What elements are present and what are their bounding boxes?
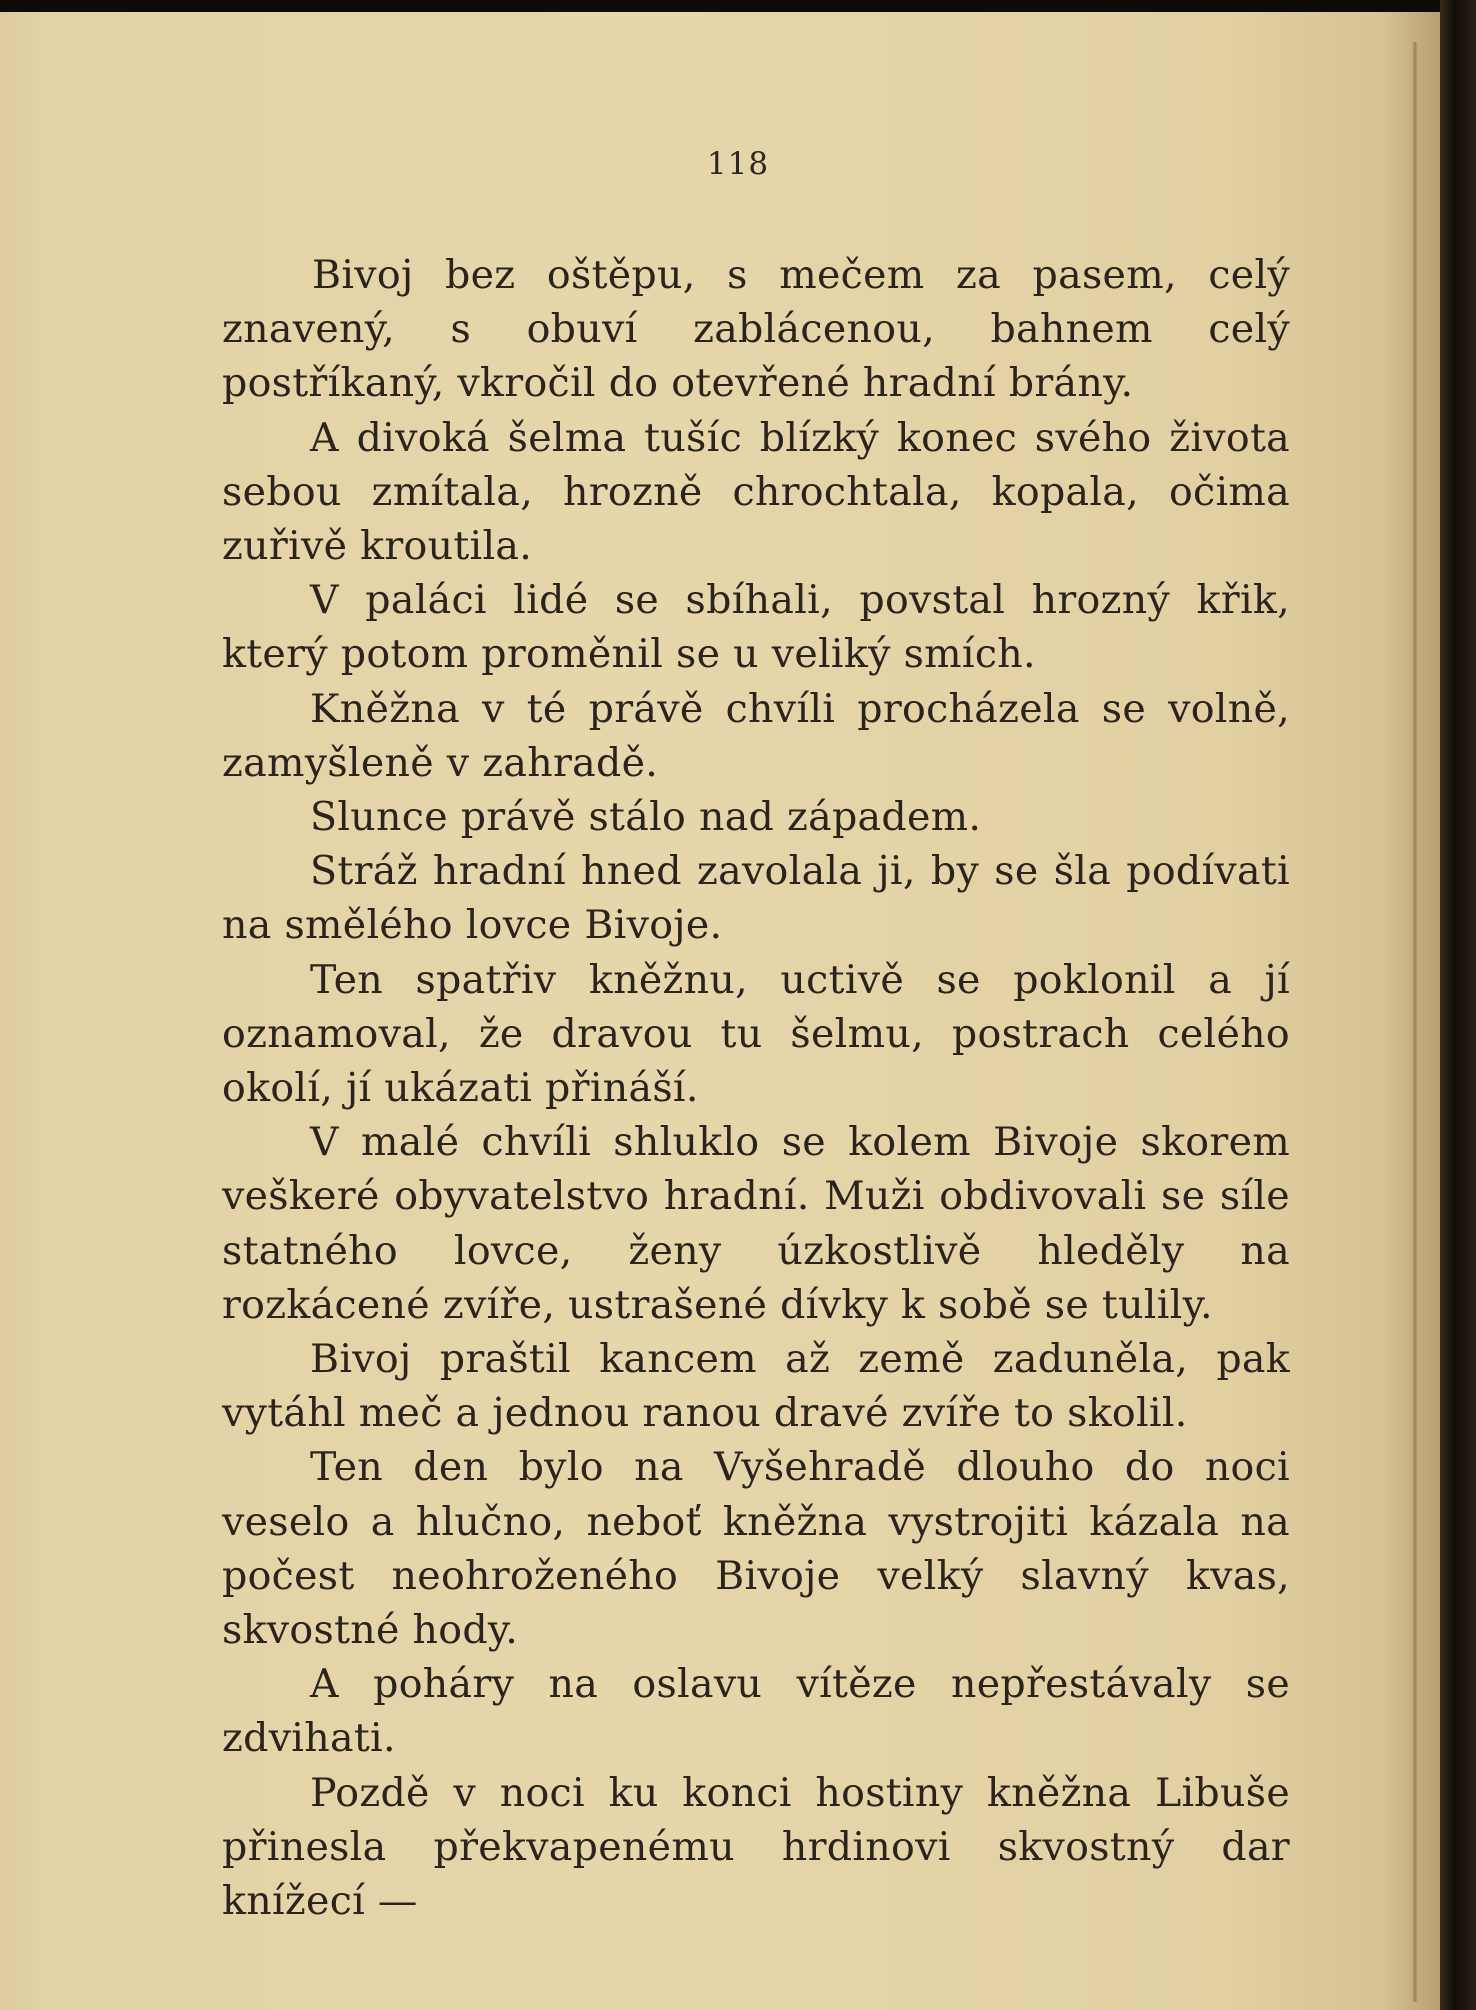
- paragraph: Ten den bylo na Vyšehradě dlouho do noci veselo a hlučno, neboť kněžna vystrojiti kázala na počest neohroženého Bivoje velký slavný kvas, skvostné hody.: [222, 1444, 1290, 1654]
- paragraph: A divoká šelma tušíc blízký konec svého života sebou zmítala, hrozně chrochtala, kopala, očima zuřivě kroutila.: [222, 414, 1290, 570]
- paragraph: V malé chvíli shluklo se kolem Bivoje skorem veškeré obyvatelstvo hradní. Muži obdivovali se síle statného lovce, ženy úzkostlivě hleděly na rozkácené zvíře, ustrašené dívky k sobě se tulily.: [222, 1119, 1290, 1328]
- page-gutter-shadow: [1412, 42, 1418, 2002]
- paragraph: Stráž hradní hned zavolala ji, by se šla podívati na smělého lovce Bivoje.: [222, 848, 1290, 949]
- paragraph: Bivoj praštil kancem až země zaduněla, pak vytáhl meč a jednou ranou dravé zvíře to skolil.: [222, 1336, 1290, 1437]
- paragraph: A poháry na oslavu vítěze nepřestávaly se zdvihati.: [222, 1661, 1290, 1762]
- book-spine-edge: [1440, 0, 1476, 2010]
- paragraph: Kněžna v té právě chvíli procházela se volně, zamyšleně v zahradě.: [222, 685, 1290, 786]
- paragraph: V paláci lidé se sbíhali, povstal hrozný křik, který potom proměnil se u veliký smích.: [222, 577, 1290, 678]
- paragraph: Pozdě v noci ku konci hostiny kněžna Libuše přinesla překvapenému hrdinovi skvostný dar knížecí —: [222, 1769, 1290, 1925]
- body-text: [222, 248, 1290, 1928]
- paragraph: Ten spatřiv kněžnu, uctivě se poklonil a jí oznamoval, že dravou tu šelmu, postrach celého okolí, jí ukázati přináší.: [222, 956, 1290, 1112]
- paragraph: Bivoj bez oštěpu, s mečem za pasem, celý znavený, s obuví zablácenou, bahnem celý postříkaný, vkročil do otevřené hradní brány.: [222, 252, 1290, 407]
- scan-top-edge: [0, 0, 1476, 12]
- page-number: 118: [706, 146, 770, 182]
- paragraph: Slunce právě stálo nad západem.: [310, 794, 982, 841]
